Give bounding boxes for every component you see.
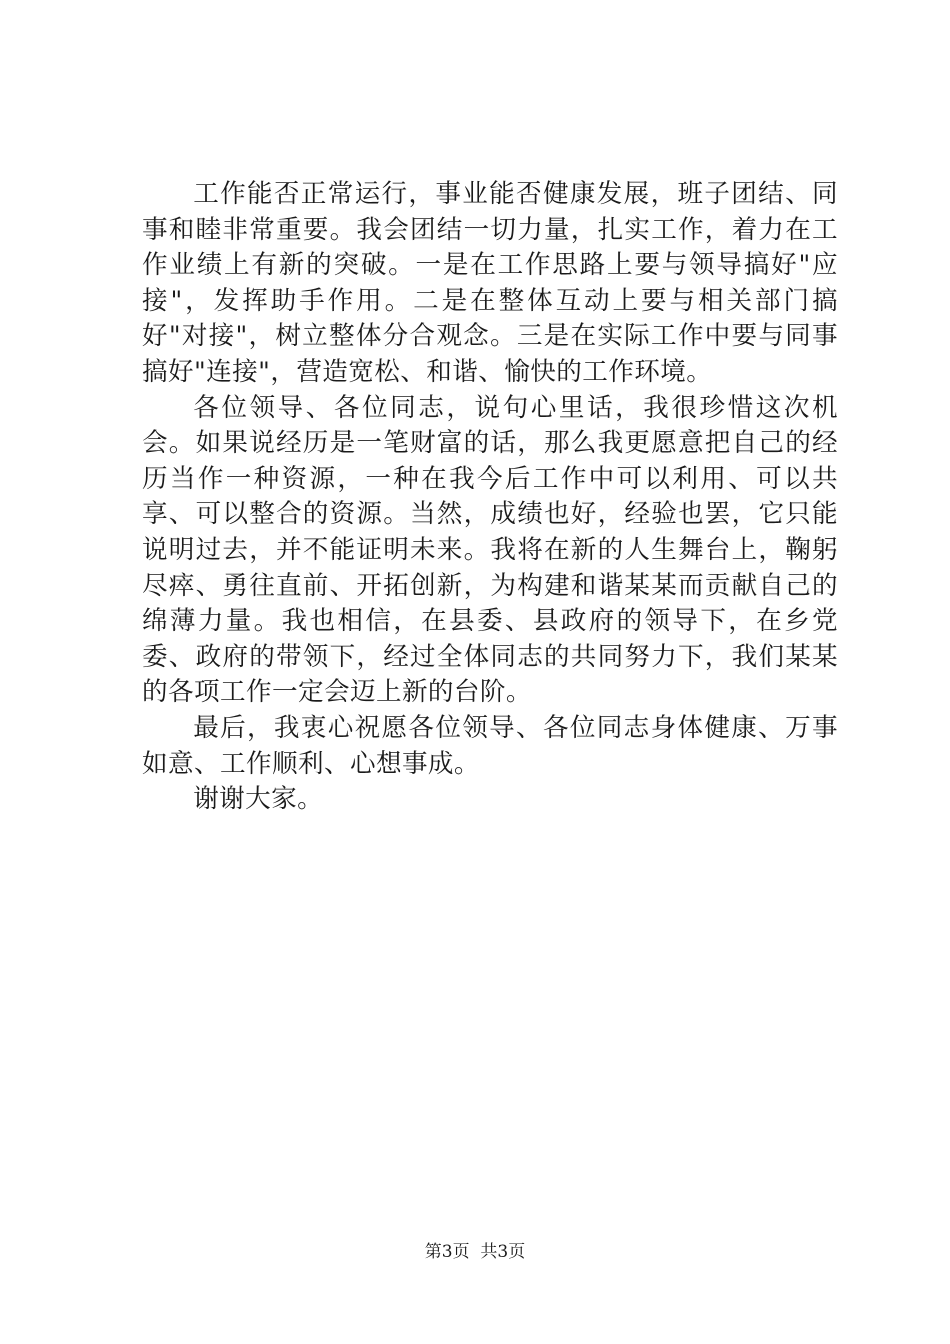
page-number-label: 第3页 共3页	[424, 1242, 526, 1262]
paragraph-wishes: 最后，我衷心祝愿各位领导、各位同志身体健康、万事如意、工作顺利、心想事成。	[142, 712, 838, 779]
paragraph-teamwork: 工作能否正常运行，事业能否健康发展，班子团结、同事和睦非常重要。我会团结一切力量，扎实工作，着力在工作业绩上有新的突破。一是在工作思路上要与领导搞好"应接"，发挥助手作用。二是在整体互动上要与相关部门搞好"对接"，树立整体分合观念。三是在实际工作中要与同事搞好"连接"，营造宽松、和谐、愉快的工作环境。	[142, 179, 838, 387]
document-body	[142, 177, 838, 818]
page-footer	[0, 1241, 950, 1263]
paragraph-thanks: 谢谢大家。	[193, 784, 324, 815]
paragraph-opportunity: 各位领导、各位同志，说句心里话，我很珍惜这次机会。如果说经历是一笔财富的话，那么我更愿意把自己的经历当作一种资源，一种在我今后工作中可以利用、可以共享、可以整合的资源。当然，成绩也好，经验也罢，它只能说明过去，并不能证明未来。我将在新的人生舞台上，鞠躬尽瘁、勇往直前、开拓创新，为构建和谐某某而贡献自己的绵薄力量。我也相信，在县委、县政府的领导下，在乡党委、政府的带领下，经过全体同志的共同努力下，我们某某的各项工作一定会迈上新的台阶。	[142, 392, 838, 708]
